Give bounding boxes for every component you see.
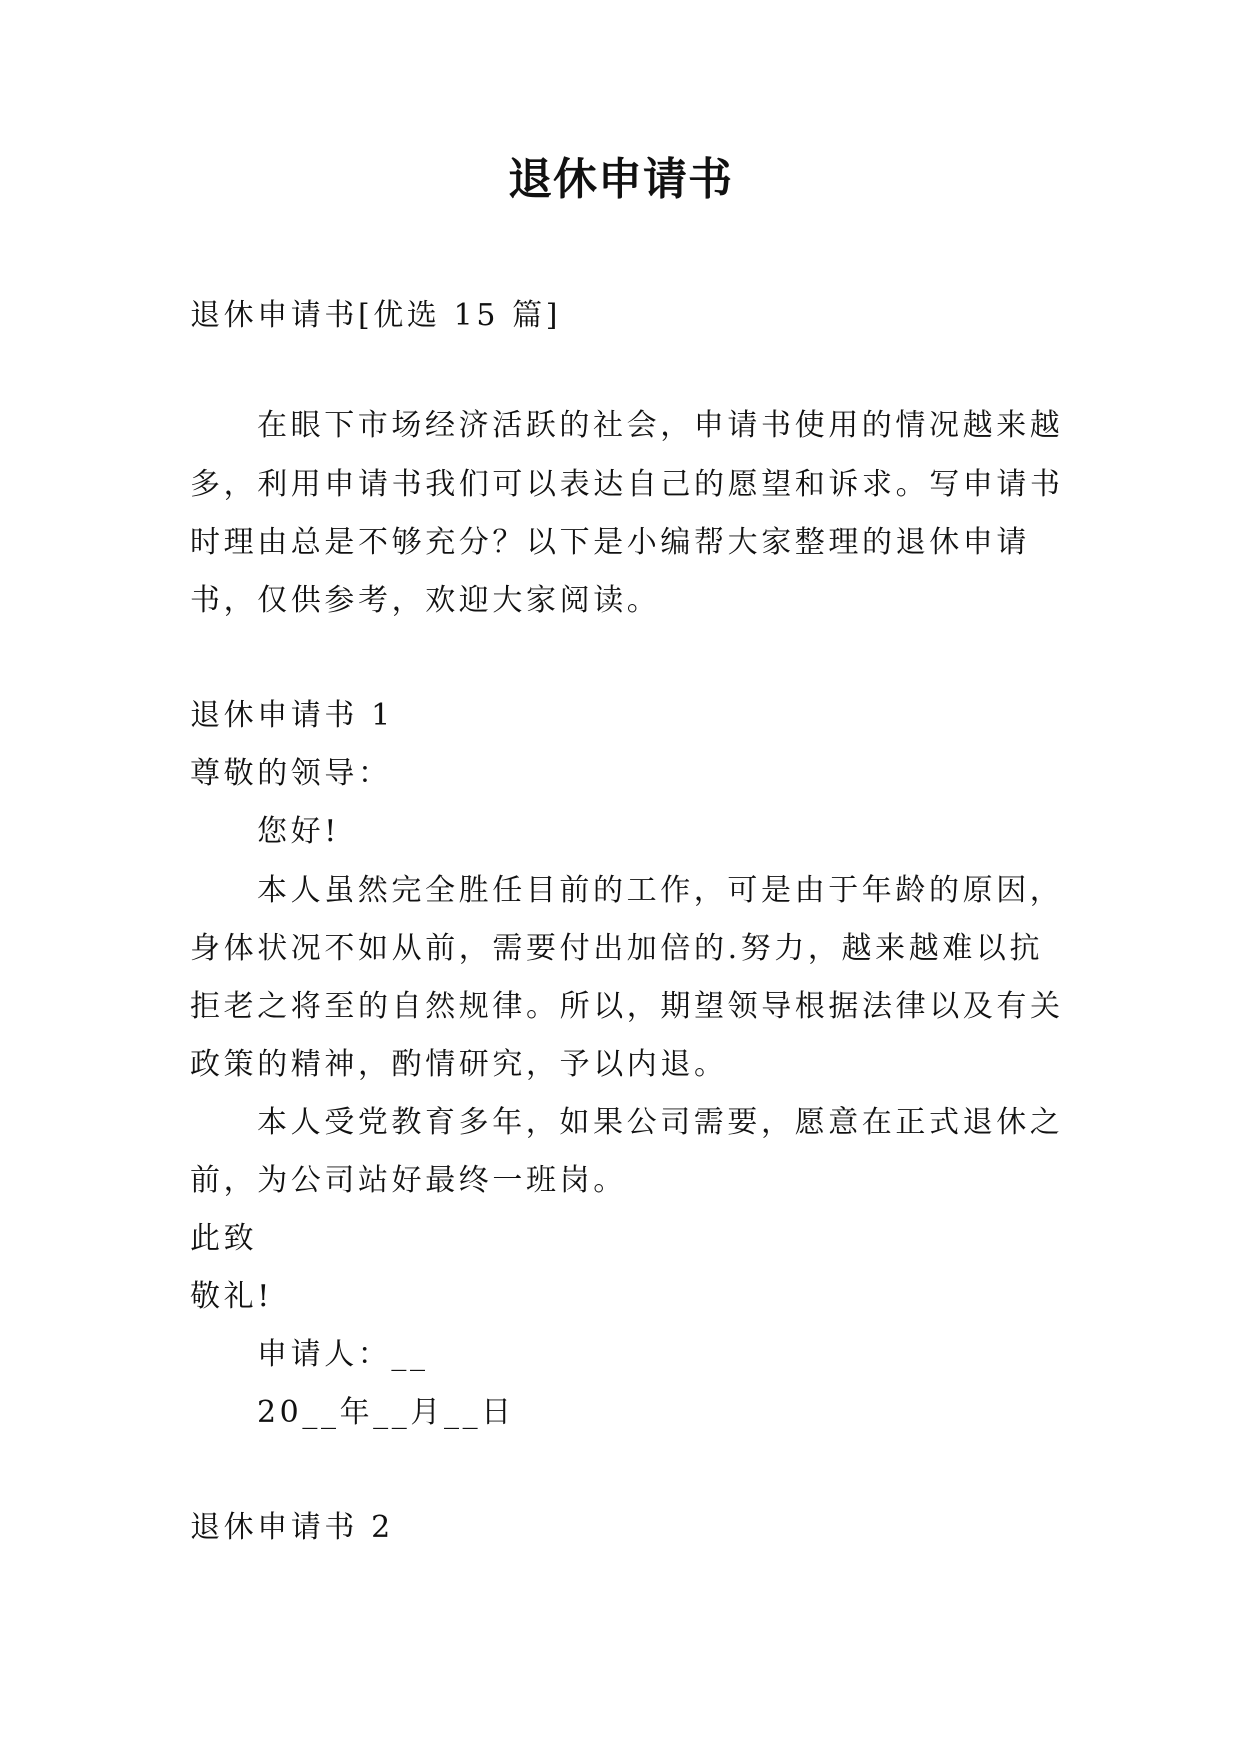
- intro-line: 多，利用申请书我们可以表达自己的愿望和诉求。写申请书: [190, 467, 1064, 502]
- date-line: 20__年__月__日: [257, 1395, 515, 1430]
- applicant-line: 申请人：__: [257, 1337, 429, 1372]
- page-title: 退休申请书: [508, 154, 733, 205]
- document-subtitle: 退休申请书[优选 15 篇]: [190, 298, 562, 333]
- body-line: 拒老之将至的自然规律。所以，期望领导根据法律以及有关: [190, 989, 1064, 1024]
- intro-line: 时理由总是不够充分？以下是小编帮大家整理的退休申请: [190, 525, 1030, 560]
- section-heading: 退休申请书 1: [190, 698, 394, 733]
- body-line: 本人受党教育多年，如果公司需要，愿意在正式退休之: [257, 1105, 1064, 1140]
- section-heading: 退休申请书 2: [190, 1510, 394, 1545]
- intro-line: 书，仅供参考，欢迎大家阅读。: [190, 583, 661, 618]
- salutation: 尊敬的领导：: [190, 756, 392, 791]
- body-line: 本人虽然完全胜任目前的工作，可是由于年龄的原因，: [257, 873, 1064, 908]
- intro-line: 在眼下市场经济活跃的社会，申请书使用的情况越来越: [257, 408, 1064, 443]
- greeting: 您好!: [257, 814, 340, 849]
- closing-line: 此致: [190, 1221, 258, 1256]
- closing-line: 敬礼!: [190, 1279, 273, 1314]
- body-line: 前，为公司站好最终一班岗。: [190, 1163, 627, 1198]
- body-line: 身体状况不如从前，需要付出加倍的.努力，越来越难以抗: [190, 931, 1044, 966]
- body-line: 政策的精神，酌情研究，予以内退。: [190, 1047, 728, 1082]
